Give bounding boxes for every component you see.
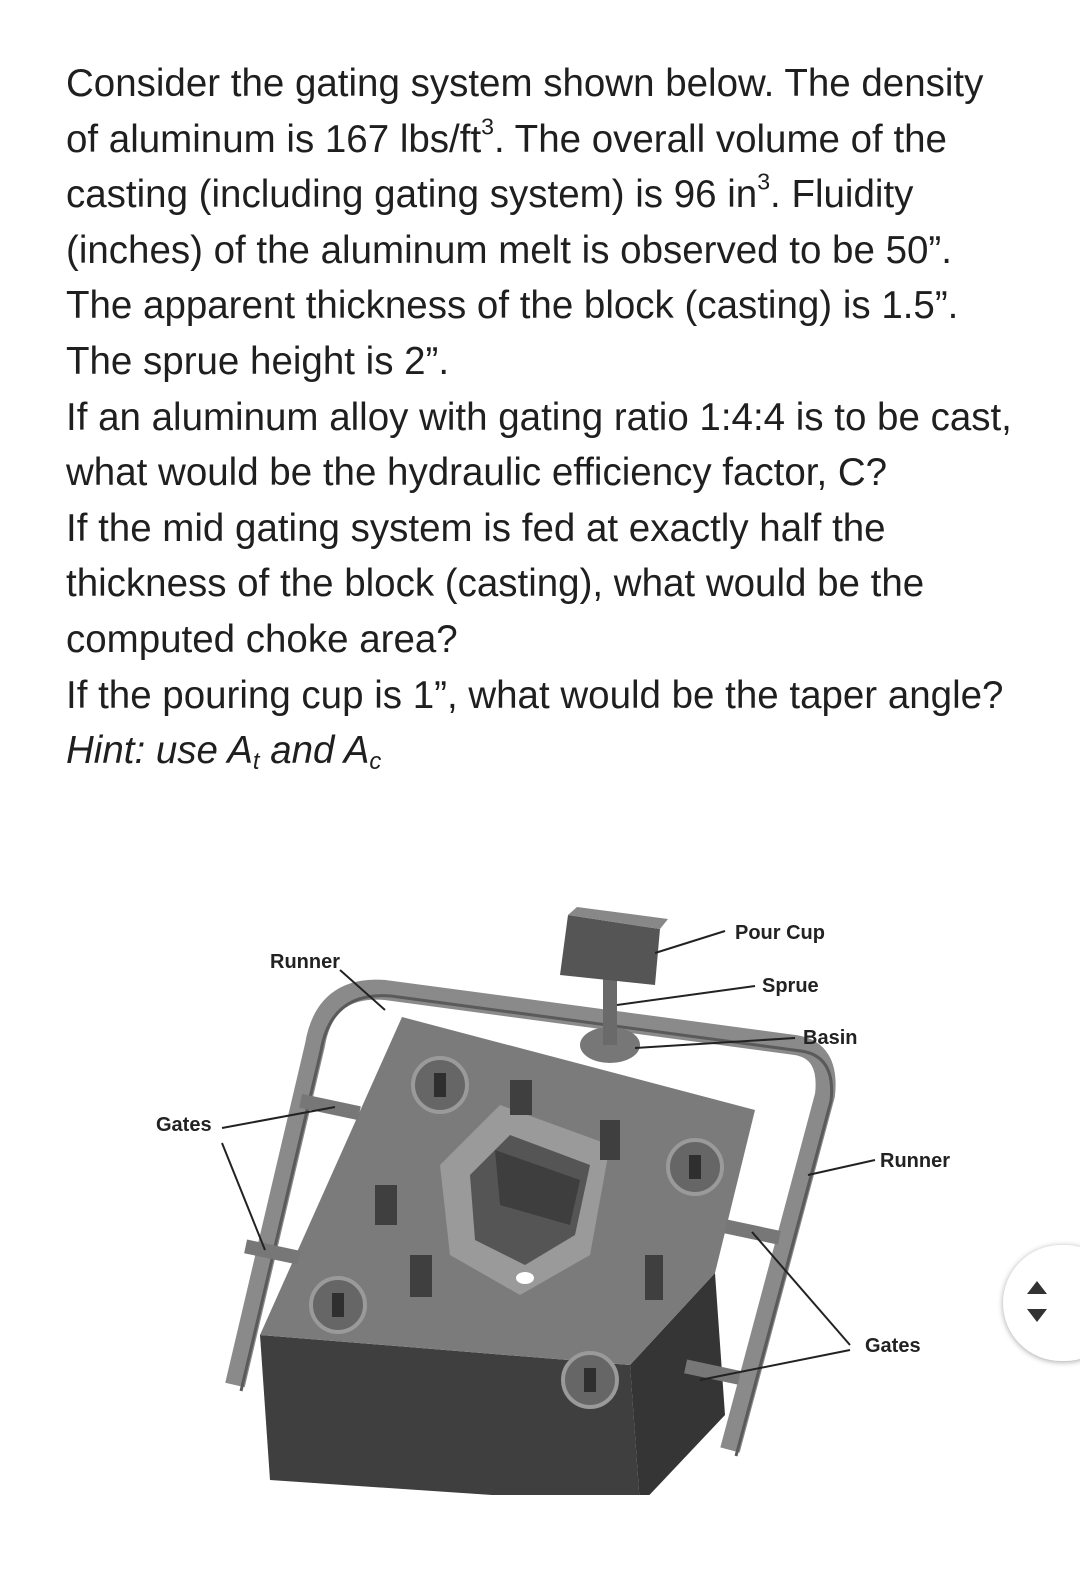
gating-system-diagram <box>140 895 980 1495</box>
boss-slot-2 <box>689 1155 701 1179</box>
label-basin: Basin <box>803 1027 858 1049</box>
rib-slot-d <box>375 1185 397 1225</box>
question-part-3: If the pouring cup is 1”, what would be the taper angle? Hint: use $A_t$ and $A_c$ <box>66 673 1004 776</box>
boss-slot-1 <box>434 1073 446 1097</box>
rib-slot-a <box>600 1120 620 1160</box>
rib-slot-b <box>645 1255 663 1300</box>
down-arrow-icon[interactable] <box>1027 1309 1047 1322</box>
label-sprue: Sprue <box>762 975 819 997</box>
question-intro: Consider the gating system shown below. The density of aluminum is 167 lbs/$ft^3$. The overall volume of the casting (including gating system) is 96 $in^3$. Fluidity (inches) of the aluminum melt is observed to be 50”. The apparent thickness of the block (casting) is 1.5”. The sprue height is 2”. <box>66 62 984 383</box>
question-part-1: If an aluminum alloy with gating ratio 1:4:4 is to be cast, what would be the hydraulic efficiency factor, C? <box>66 395 1012 495</box>
side-nav-toggle[interactable] <box>1003 1245 1080 1361</box>
question-part-2: If the mid gating system is fed at exactly half the thickness of the block (casting), what would be the computed choke area? <box>66 506 925 661</box>
leader-runner-right <box>808 1160 875 1175</box>
leader-sprue <box>617 986 755 1005</box>
leader-gates-right-2 <box>700 1350 850 1380</box>
leader-gates-left-1 <box>222 1107 335 1128</box>
gating-system-figure <box>140 895 980 1495</box>
label-runner-top: Runner <box>270 951 340 973</box>
label-pour-cup: Pour Cup <box>735 922 825 944</box>
leader-pour-cup <box>655 931 725 953</box>
label-gates-right: Gates <box>865 1335 921 1357</box>
rib-slot-e <box>510 1080 532 1115</box>
boss-slot-4 <box>584 1368 596 1392</box>
sprue <box>603 975 617 1045</box>
up-arrow-icon[interactable] <box>1027 1281 1047 1294</box>
casting-hole <box>516 1272 534 1284</box>
hint: Hint: use $A_t$ and $A_c$ <box>66 729 382 776</box>
leader-gates-left-2 <box>222 1143 265 1250</box>
boss-slot-3 <box>332 1293 344 1317</box>
label-runner-right: Runner <box>880 1150 950 1172</box>
question-text <box>66 56 1026 779</box>
rib-slot-c <box>410 1255 432 1297</box>
label-gates-left: Gates <box>156 1114 212 1136</box>
